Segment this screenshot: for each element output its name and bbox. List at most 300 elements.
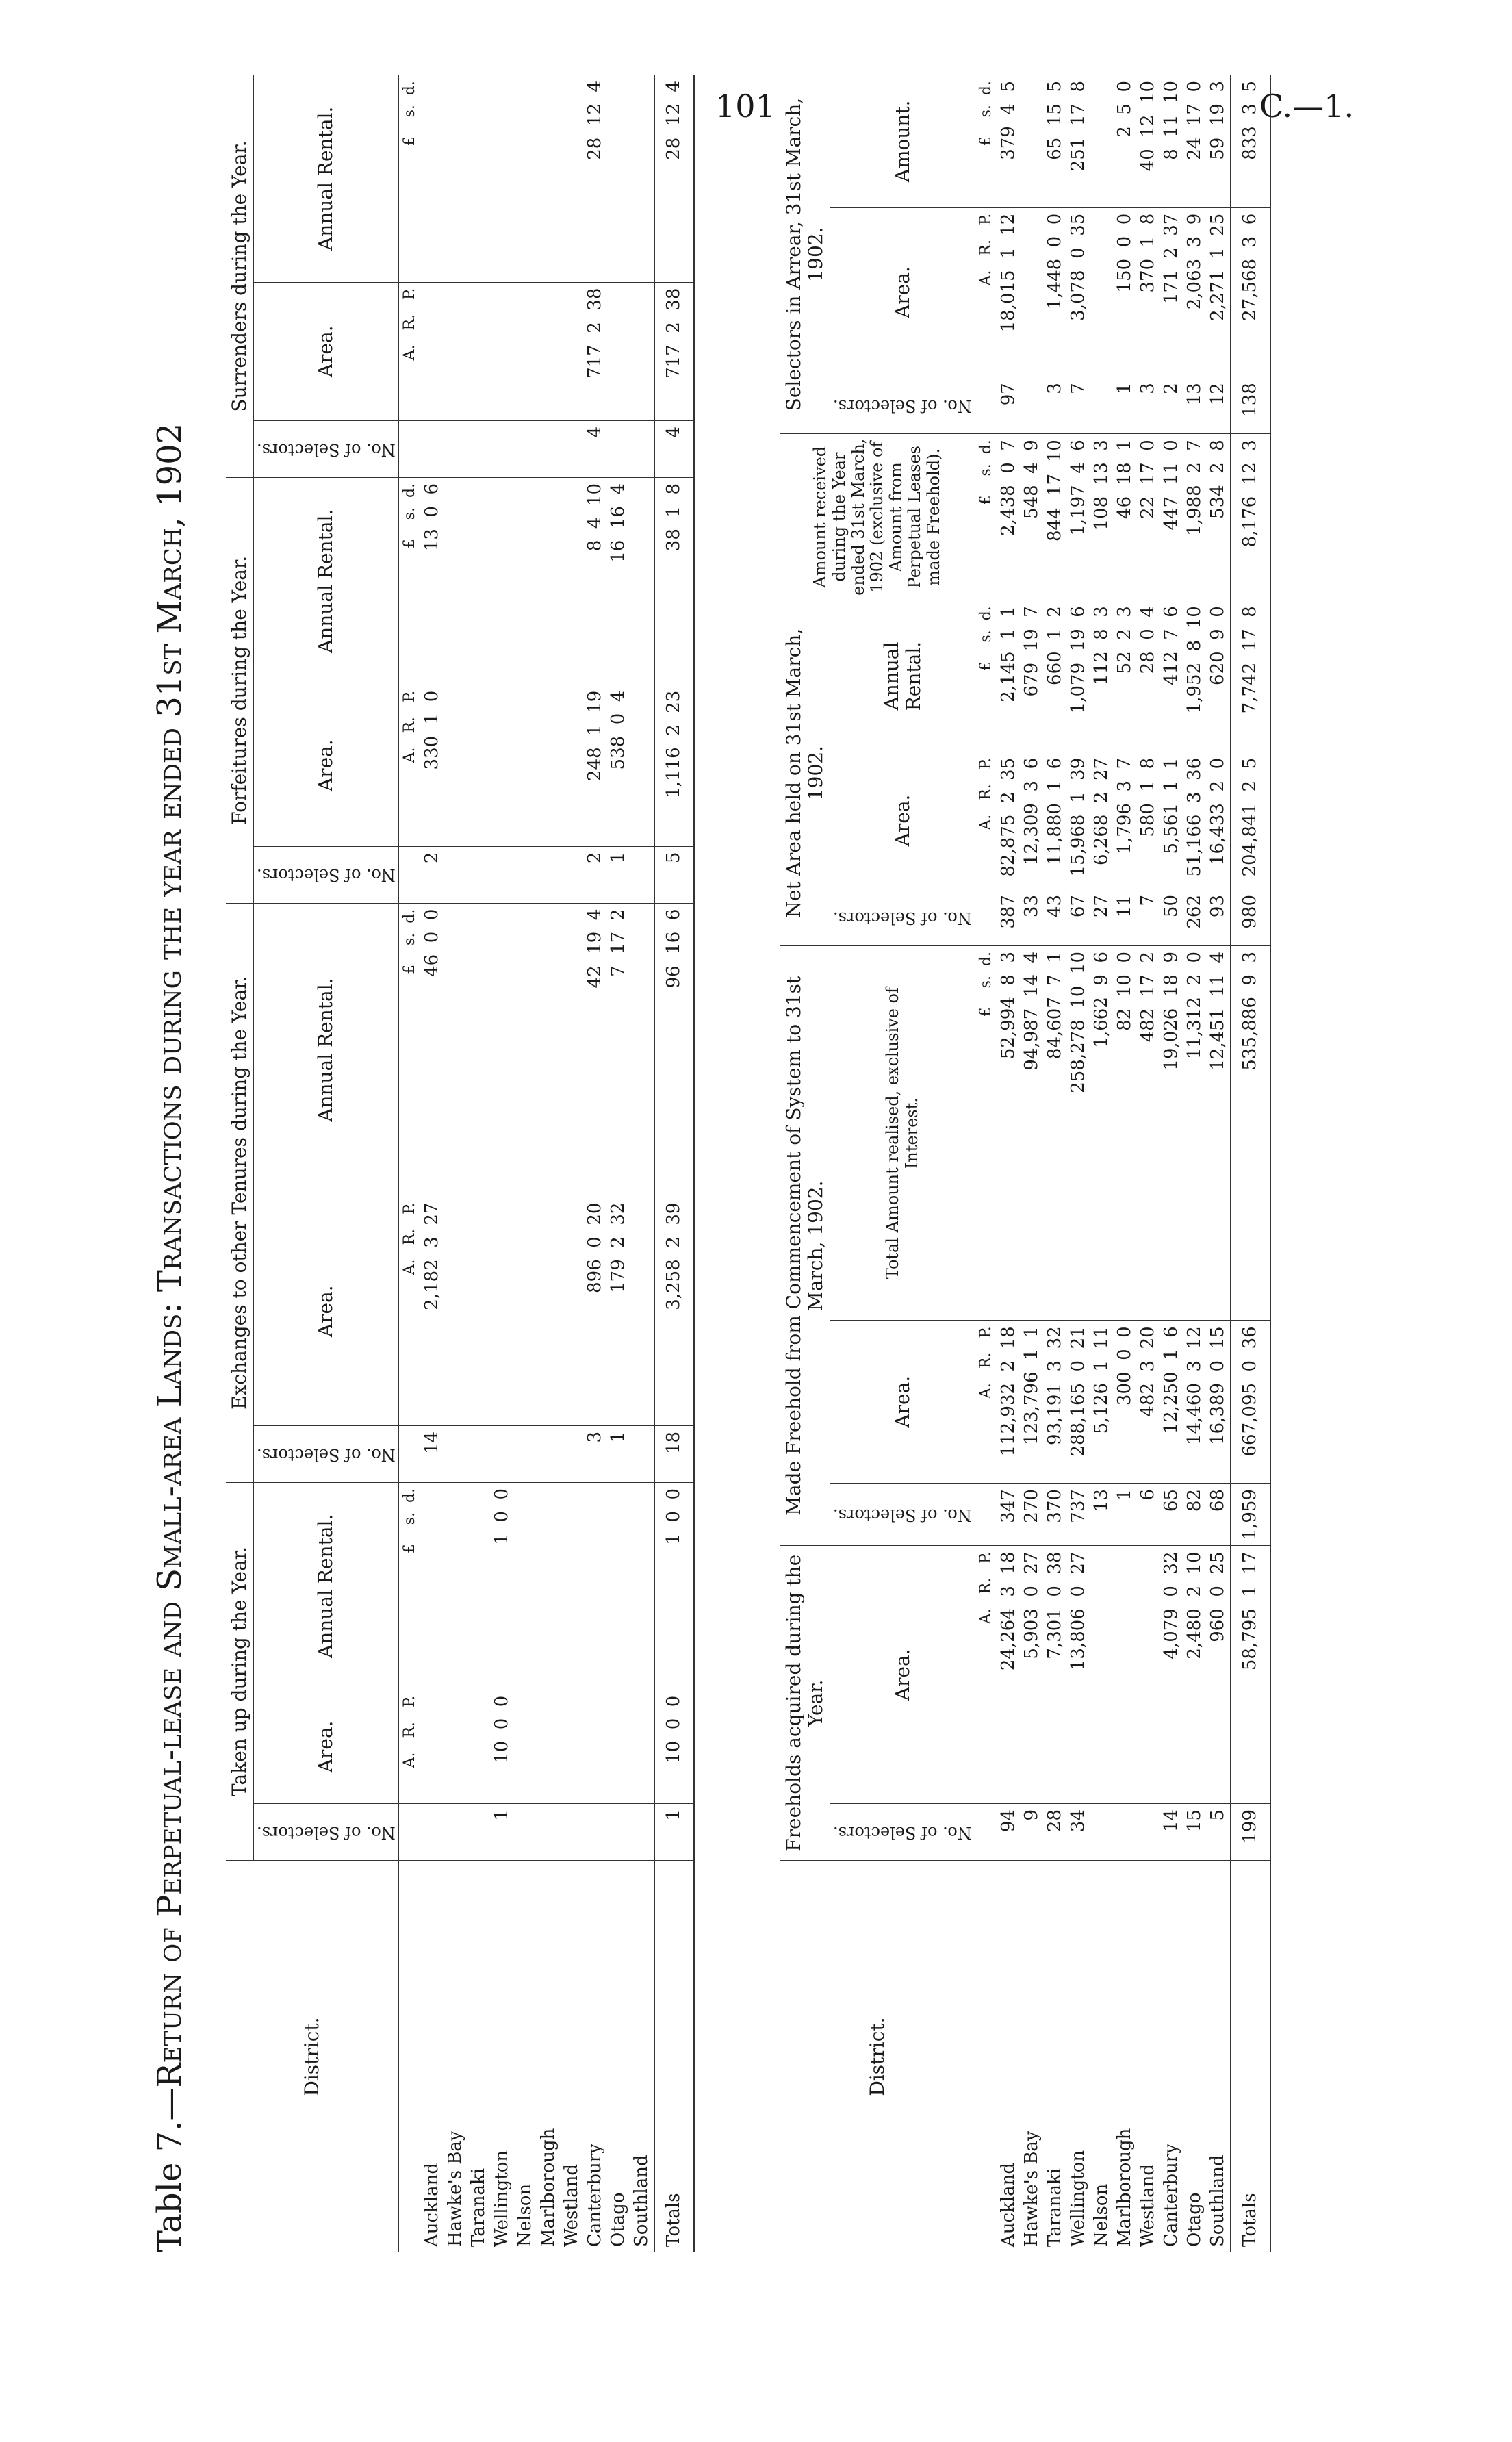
- table-cell: [491, 1425, 514, 1482]
- table-cell: 1: [607, 846, 630, 903]
- district-name: Auckland: [997, 1861, 1021, 2253]
- rental-unit: £ s. d.: [398, 1482, 421, 1690]
- table-cell: 67: [1067, 889, 1090, 945]
- table-row: [997, 75, 1021, 2252]
- table-title-prefix: Table 7.—: [151, 2087, 189, 2252]
- table-cell: [561, 1804, 584, 1861]
- table-cell: 150 0 0: [1114, 207, 1137, 377]
- table-cell: [514, 1482, 537, 1690]
- area-header: Area.: [254, 1197, 399, 1425]
- table-title: [151, 423, 189, 2252]
- table-cell: 13 0 6: [421, 477, 444, 685]
- table-cell: 82 10 0: [1114, 945, 1137, 1320]
- table-cell: 580 1 8: [1137, 752, 1160, 889]
- district-name: Marlborough: [1114, 1861, 1137, 2253]
- area-unit: A. R. P.: [975, 1546, 998, 1804]
- table-cell: 51,166 3 36: [1183, 752, 1207, 889]
- rental-unit: £ s. d.: [398, 477, 421, 685]
- table-cell: 11,880 1 6: [1044, 752, 1067, 889]
- table-cell: 717 2 38: [584, 282, 607, 420]
- selectors-header: No. of Selectors.: [833, 1505, 973, 1525]
- district-name: Taranaki: [1044, 1861, 1067, 2253]
- table-cell: 379 4 5: [997, 75, 1021, 207]
- table-cell: 538 0 4: [607, 685, 630, 846]
- table-cell: [630, 1197, 654, 1425]
- table-cell: [514, 1425, 537, 1482]
- table-cell: 12,250 1 6: [1160, 1321, 1183, 1484]
- table-cell: [491, 846, 514, 903]
- district-name: Otago: [607, 1861, 630, 2253]
- table-cell: 2: [1160, 377, 1183, 434]
- table-cell: 28 0 4: [1137, 600, 1160, 752]
- table-cell: [630, 1425, 654, 1482]
- table-cell: [444, 1804, 467, 1861]
- table-cell: 4,079 0 32: [1160, 1546, 1183, 1804]
- table-cell: [537, 420, 561, 477]
- table-cell: 262: [1183, 889, 1207, 945]
- table-row: [561, 75, 584, 2252]
- table-cell: 65 15 5: [1044, 75, 1067, 207]
- totals-label: Totals: [1231, 1861, 1270, 2253]
- table-cell: 11,312 2 0: [1183, 945, 1207, 1320]
- table-cell: [444, 282, 467, 420]
- table-cell: [421, 282, 444, 420]
- table-cell: [491, 282, 514, 420]
- table-cell: 199: [1231, 1804, 1270, 1861]
- table-cell: 330 1 0: [421, 685, 444, 846]
- table-cell: [491, 685, 514, 846]
- table-cell: 717 2 38: [654, 282, 694, 420]
- area-header: Area.: [830, 1546, 975, 1804]
- table-cell: [630, 282, 654, 420]
- table-cell: 14: [1160, 1804, 1183, 1861]
- table-cell: [561, 903, 584, 1197]
- table-cell: 59 19 3: [1207, 75, 1231, 207]
- table-cell: 7,301 0 38: [1044, 1546, 1067, 1804]
- table-cell: 82: [1183, 1484, 1207, 1546]
- district-name: Wellington: [1067, 1861, 1090, 2253]
- table-cell: 535,886 9 3: [1231, 945, 1270, 1320]
- table-cell: 980: [1231, 889, 1270, 945]
- table-cell: 52 2 3: [1114, 600, 1137, 752]
- table-row: [630, 75, 654, 2252]
- table-cell: [467, 903, 491, 1197]
- table-cell: [561, 282, 584, 420]
- table-cell: [514, 1197, 537, 1425]
- table-cell: [607, 1804, 630, 1861]
- table-cell: 94,987 14 4: [1021, 945, 1044, 1320]
- table-cell: 24,264 3 18: [997, 1546, 1021, 1804]
- table-cell: 46 0 0: [421, 903, 444, 1197]
- table-cell: [467, 846, 491, 903]
- table-cell: 737: [1067, 1484, 1090, 1546]
- page-number: 101: [715, 88, 776, 125]
- table-cell: 5,126 1 11: [1090, 1321, 1114, 1484]
- table-cell: [630, 1690, 654, 1803]
- table-cell: 5,561 1 1: [1160, 752, 1183, 889]
- rental-header: Annual Rental.: [254, 1482, 399, 1690]
- table-cell: 27,568 3 6: [1231, 207, 1270, 377]
- table-cell: [444, 420, 467, 477]
- table-cell: 84,607 7 1: [1044, 945, 1067, 1320]
- table-cell: [630, 75, 654, 282]
- table-cell: 7: [1137, 889, 1160, 945]
- district-name: Westland: [1137, 1861, 1160, 2253]
- table-cell: [467, 1197, 491, 1425]
- table-cell: 2,480 2 10: [1183, 1546, 1207, 1804]
- table-cell: 10 0 0: [654, 1690, 694, 1803]
- table-cell: 8,176 12 3: [1231, 434, 1270, 600]
- table-cell: [467, 282, 491, 420]
- table-cell: 1 0 0: [654, 1482, 694, 1690]
- district-name: Taranaki: [467, 1861, 491, 2253]
- table-cell: [561, 846, 584, 903]
- table-cell: 3: [1044, 377, 1067, 434]
- table-cell: 13: [1090, 1484, 1114, 1546]
- table-cell: [537, 846, 561, 903]
- table-cell: [444, 685, 467, 846]
- table-cell: 40 12 10: [1137, 75, 1160, 207]
- rental-header: Annual Rental.: [254, 477, 399, 685]
- table-cell: 16 16 4: [607, 477, 630, 685]
- table-cell: 7 17 2: [607, 903, 630, 1197]
- selectors-header: No. of Selectors.: [833, 396, 973, 416]
- table-cell: 43: [1044, 889, 1067, 945]
- table-row: [1067, 75, 1090, 2252]
- table-cell: 52,994 8 3: [997, 945, 1021, 1320]
- table-cell: [421, 1804, 444, 1861]
- table-cell: 12,451 11 4: [1207, 945, 1231, 1320]
- table-cell: 16,389 0 15: [1207, 1321, 1231, 1484]
- district-name: Hawke's Bay: [444, 1861, 467, 2253]
- table-cell: 18,015 1 12: [997, 207, 1021, 377]
- table-cell: 11: [1114, 889, 1137, 945]
- table-row: [1021, 75, 1044, 2252]
- table-cell: [444, 1425, 467, 1482]
- table-cell: [607, 1690, 630, 1803]
- rental-unit: £ s. d.: [398, 903, 421, 1197]
- table-cell: [537, 1804, 561, 1861]
- table-cell: 2,438 0 7: [997, 434, 1021, 600]
- table-cell: [630, 846, 654, 903]
- table-cell: [630, 685, 654, 846]
- table-cell: [421, 420, 444, 477]
- table-cell: [514, 903, 537, 1197]
- table-cell: [514, 846, 537, 903]
- table-cell: 15,968 1 39: [1067, 752, 1090, 889]
- table-cell: 50: [1160, 889, 1183, 945]
- table-cell: [444, 846, 467, 903]
- table-cell: 482 3 20: [1137, 1321, 1160, 1484]
- table-cell: 1,796 3 7: [1114, 752, 1137, 889]
- table-row: [467, 75, 491, 2252]
- group-arrear: Selectors in Arrear, 31st March, 1902.: [780, 75, 830, 434]
- table-cell: [444, 1197, 467, 1425]
- table-cell: 6,268 2 27: [1090, 752, 1114, 889]
- area-unit: A. R. P.: [975, 207, 998, 377]
- table-cell: 13: [1183, 377, 1207, 434]
- table-cell: 1,116 2 23: [654, 685, 694, 846]
- table-cell: [607, 420, 630, 477]
- table-cell: 179 2 32: [607, 1197, 630, 1425]
- table-cell: 6: [1137, 1484, 1160, 1546]
- group-taken-up: Taken up during the Year.: [226, 1482, 254, 1860]
- rental-unit: £ s. d.: [398, 75, 421, 282]
- table-cell: [1021, 207, 1044, 377]
- table-row: [1160, 75, 1183, 2252]
- selectors-header: No. of Selectors.: [257, 440, 396, 459]
- page-code: C.—1.: [1259, 88, 1355, 125]
- table-cell: [537, 282, 561, 420]
- table-cell: 93: [1207, 889, 1231, 945]
- table-cell: [444, 75, 467, 282]
- table-cell: 28 12 4: [584, 75, 607, 282]
- table-cell: [607, 1482, 630, 1690]
- table-cell: 14: [421, 1425, 444, 1482]
- table-cell: [1021, 75, 1044, 207]
- table-cell: 68: [1207, 1484, 1231, 1546]
- group-freeholds: Freeholds acquired during the Year.: [780, 1546, 830, 1861]
- table-cell: [561, 1482, 584, 1690]
- table-cell: 370 1 8: [1137, 207, 1160, 377]
- table-cell: [467, 1425, 491, 1482]
- table-cell: 300 0 0: [1114, 1321, 1137, 1484]
- table-cell: 123,796 1 1: [1021, 1321, 1044, 1484]
- freehold-table-body: [975, 75, 1271, 2252]
- table-cell: [1090, 377, 1114, 434]
- table-cell: [630, 903, 654, 1197]
- table-cell: 12,309 3 6: [1021, 752, 1044, 889]
- table-cell: 13,806 0 27: [1067, 1546, 1090, 1804]
- table-cell: [444, 477, 467, 685]
- table-cell: [514, 282, 537, 420]
- table-cell: [491, 903, 514, 1197]
- table-cell: [561, 75, 584, 282]
- table-cell: 97: [997, 377, 1021, 434]
- table-row: [1114, 75, 1137, 2252]
- area-unit: A. R. P.: [975, 1321, 998, 1484]
- district-name: Nelson: [514, 1861, 537, 2253]
- table-cell: [514, 477, 537, 685]
- table-cell: 4: [584, 420, 607, 477]
- table-cell: [1114, 1546, 1137, 1804]
- area-unit: A. R. P.: [398, 282, 421, 420]
- table-cell: 19,026 18 9: [1160, 945, 1183, 1320]
- table-cell: [561, 1690, 584, 1803]
- table-row: [1137, 75, 1160, 2252]
- table-cell: [1090, 207, 1114, 377]
- table-cell: 10 0 0: [491, 1690, 514, 1803]
- table-cell: [1137, 1804, 1160, 1861]
- area-unit: A. R. P.: [398, 685, 421, 846]
- selectors-header: No. of Selectors.: [257, 865, 396, 885]
- district-name: Canterbury: [584, 1861, 607, 2253]
- table-cell: 1,448 0 0: [1044, 207, 1067, 377]
- selectors-header: No. of Selectors.: [257, 1822, 396, 1842]
- money-unit: £ s. d.: [975, 75, 998, 207]
- table-cell: 82,875 2 35: [997, 752, 1021, 889]
- district-name: Westland: [561, 1861, 584, 2253]
- table-cell: 8 11 10: [1160, 75, 1183, 207]
- table-cell: [607, 282, 630, 420]
- table-row: [514, 75, 537, 2252]
- table-cell: [1090, 1804, 1114, 1861]
- table-cell: [584, 1804, 607, 1861]
- table-cell: 5: [654, 846, 694, 903]
- table-cell: 1: [491, 1804, 514, 1861]
- table-cell: [491, 1197, 514, 1425]
- money-unit: £ s. d.: [975, 434, 998, 600]
- table-cell: [491, 420, 514, 477]
- table-cell: 1,952 8 10: [1183, 600, 1207, 752]
- table-cell: [537, 685, 561, 846]
- table-cell: [537, 1482, 561, 1690]
- table-cell: 3,078 0 35: [1067, 207, 1090, 377]
- table-cell: 620 9 0: [1207, 600, 1231, 752]
- table-cell: 14,460 3 12: [1183, 1321, 1207, 1484]
- table-cell: 844 17 10: [1044, 434, 1067, 600]
- district-name: Marlborough: [537, 1861, 561, 2253]
- table-cell: 1: [607, 1425, 630, 1482]
- table-cell: 412 7 6: [1160, 600, 1183, 752]
- table-cell: 534 2 8: [1207, 434, 1231, 600]
- table-cell: [584, 1482, 607, 1690]
- table-cell: [467, 75, 491, 282]
- units-row: [398, 75, 421, 2252]
- table-cell: 896 0 20: [584, 1197, 607, 1425]
- table-cell: 548 4 9: [1021, 434, 1044, 600]
- district-name: Hawke's Bay: [1021, 1861, 1044, 2253]
- table-row: [1207, 75, 1231, 2252]
- table-cell: [561, 477, 584, 685]
- table-cell: 3,258 2 39: [654, 1197, 694, 1425]
- table-cell: 5: [1207, 1804, 1231, 1861]
- group-net-area: Net Area held on 31st March, 1902.: [780, 600, 830, 946]
- group-exchanges: Exchanges to other Tenures during the Year.: [226, 903, 254, 1482]
- table-cell: 679 19 7: [1021, 600, 1044, 752]
- table-cell: 833 3 5: [1231, 75, 1270, 207]
- table-row: [607, 75, 630, 2252]
- table-cell: 1,197 4 6: [1067, 434, 1090, 600]
- district-name: Auckland: [421, 1861, 444, 2253]
- table-cell: [467, 420, 491, 477]
- table-cell: [514, 685, 537, 846]
- table-cell: [537, 1197, 561, 1425]
- table-cell: 2: [584, 846, 607, 903]
- group-forfeitures: Forfeitures during the Year.: [226, 477, 254, 903]
- table-cell: 660 1 2: [1044, 600, 1067, 752]
- table-cell: 22 17 0: [1137, 434, 1160, 600]
- table-cell: 251 17 8: [1067, 75, 1090, 207]
- group-surrenders: Surrenders during the Year.: [226, 75, 254, 477]
- table-cell: 15: [1183, 1804, 1207, 1861]
- table-cell: [467, 477, 491, 685]
- table-cell: 1,079 19 6: [1067, 600, 1090, 752]
- table-cell: [630, 1482, 654, 1690]
- table-cell: 4: [654, 420, 694, 477]
- table-cell: 5,903 0 27: [1021, 1546, 1044, 1804]
- table-cell: [1137, 1546, 1160, 1804]
- table-row: [1044, 75, 1067, 2252]
- table-cell: 370: [1044, 1484, 1067, 1546]
- table-cell: [537, 477, 561, 685]
- table-cell: 27: [1090, 889, 1114, 945]
- amount-header: Amount.: [830, 75, 975, 207]
- table-cell: [537, 75, 561, 282]
- table-row: [421, 75, 444, 2252]
- table-cell: 387: [997, 889, 1021, 945]
- table-cell: 108 13 3: [1090, 434, 1114, 600]
- table-cell: 38 1 8: [654, 477, 694, 685]
- table-cell: 288,165 0 21: [1067, 1321, 1090, 1484]
- district-name: Southland: [1207, 1861, 1231, 2253]
- table-cell: [421, 1482, 444, 1690]
- table-cell: [561, 1197, 584, 1425]
- table-cell: 46 18 1: [1114, 434, 1137, 600]
- money-unit: £ s. d.: [975, 945, 998, 1320]
- table-cell: [537, 903, 561, 1197]
- table-cell: 112 8 3: [1090, 600, 1114, 752]
- district-name: Southland: [630, 1861, 654, 2253]
- table-cell: 960 0 25: [1207, 1546, 1231, 1804]
- district-header: District.: [780, 1861, 975, 2253]
- table-row: [584, 75, 607, 2252]
- table-cell: 94: [997, 1804, 1021, 1861]
- table-cell: [1114, 1804, 1137, 1861]
- total-amount-header: Total Amount realised, exclusive of Interest.: [830, 945, 975, 1320]
- table-cell: 1: [654, 1804, 694, 1861]
- group-amount-received: Amount received during the Year ended 31st March, 1902 (exclusive of Amount from Perpetual Leases made Freehold).: [780, 434, 975, 600]
- table-cell: 9: [1021, 1804, 1044, 1861]
- area-header: Area.: [254, 685, 399, 846]
- table-cell: [584, 1690, 607, 1803]
- table-cell: [444, 1690, 467, 1803]
- table-cell: 16,433 2 0: [1207, 752, 1231, 889]
- table-cell: [491, 75, 514, 282]
- table-row: [491, 75, 514, 2252]
- table-cell: [561, 420, 584, 477]
- table-cell: 24 17 0: [1183, 75, 1207, 207]
- units-row: [975, 75, 998, 2252]
- table-cell: 1,959: [1231, 1484, 1270, 1546]
- table-title-text: Return of Perpetual-lease and Small-area Lands: Transactions during the year ended 31st March, 1902: [151, 422, 189, 2088]
- table-cell: 3: [1137, 377, 1160, 434]
- table-cell: 171 2 37: [1160, 207, 1183, 377]
- table-cell: 447 11 0: [1160, 434, 1183, 600]
- table-cell: [491, 477, 514, 685]
- table-cell: 96 16 6: [654, 903, 694, 1197]
- area-unit: A. R. P.: [398, 1197, 421, 1425]
- table-cell: [630, 477, 654, 685]
- table-cell: [537, 1690, 561, 1803]
- table-cell: 1: [1114, 1484, 1137, 1546]
- table-cell: 33: [1021, 889, 1044, 945]
- transactions-table: [226, 75, 695, 2252]
- area-header: Area.: [254, 1690, 399, 1803]
- table-cell: 28 12 4: [654, 75, 694, 282]
- table-cell: [561, 1425, 584, 1482]
- table-cell: 2 5 0: [1114, 75, 1137, 207]
- table-cell: [467, 685, 491, 846]
- rental-header: Annual Rental.: [254, 75, 399, 282]
- rental-header: Annual Rental.: [254, 903, 399, 1197]
- table-cell: [537, 1425, 561, 1482]
- table-cell: 2: [421, 846, 444, 903]
- table-cell: [467, 1482, 491, 1690]
- selectors-header: No. of Selectors.: [257, 1445, 396, 1464]
- table-row: [1090, 75, 1114, 2252]
- table-cell: [467, 1804, 491, 1861]
